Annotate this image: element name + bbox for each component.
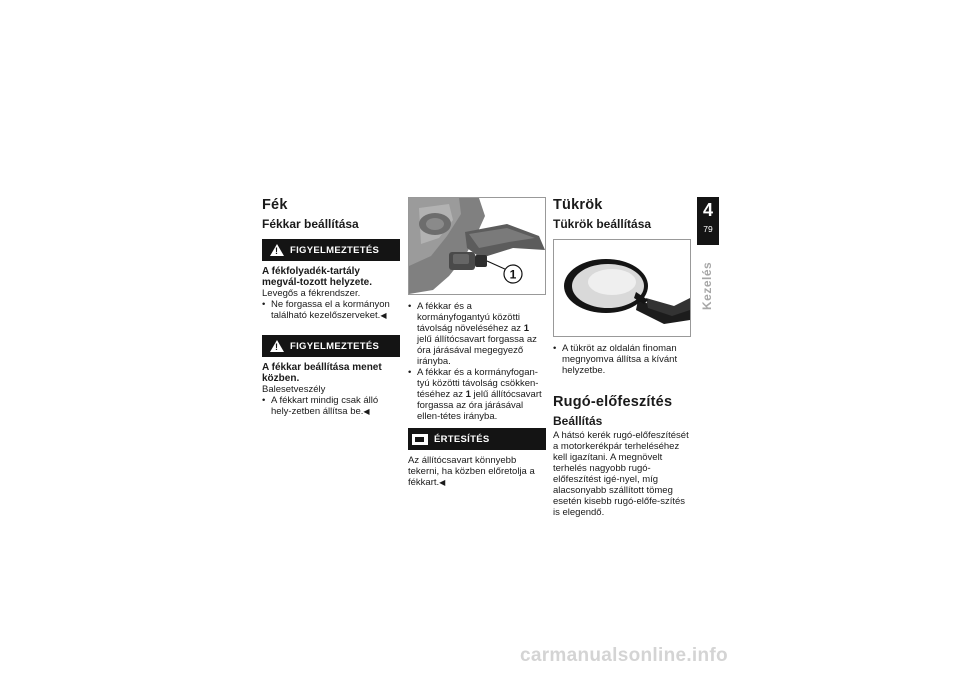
section-title-spring-preload: Rugó-előfeszítés (553, 394, 673, 410)
warning-banner-1 (262, 239, 400, 261)
subsection-title-setting: Beállítás (553, 414, 603, 428)
list-item: • A fékkar és a kormányfogan-tyú közötti távolság csökken-téséhez az 1 jelű állítócsavart forgassa az óra járásával ellen-tétes irányba. (408, 367, 542, 422)
instruction-bullets (408, 301, 546, 422)
mirror-figure (553, 239, 691, 337)
warning-bullets (262, 395, 400, 417)
chapter-number: 4 (702, 200, 713, 220)
list-item: • A tükröt az oldalán finoman megnyomva állítsa a kívánt helyzetbe. (553, 343, 678, 376)
brake-lever-figure (408, 197, 546, 295)
warning-heading: A fékfolyadék-tartály megvál-tozott helyzete. (262, 266, 373, 288)
list-item: • Ne forgassa el a kormányon található kezelőszerveket.◀ (262, 299, 390, 321)
column-middle (408, 197, 546, 488)
end-mark-icon: ◀ (439, 478, 446, 487)
chapter-tab (697, 197, 719, 245)
list-item: • A fékkar és a kormányfogantyú közötti távolság növeléséhez az 1 jelű állítócsavart forgassa az óra járásával megegyező irányba. (408, 301, 537, 367)
mirror-illustration (554, 240, 690, 336)
column-left (262, 197, 400, 421)
warning-heading: A fékkar beállítása menet közben. (262, 362, 382, 384)
watermark: carmanualsonline.info (520, 645, 728, 666)
notice-banner (408, 428, 546, 450)
notice-label: ÉRTESÍTÉS (434, 433, 490, 445)
notice-text: Az állítócsavart könnyebb tekerni, ha közben előretolja a fékkart.◀ (408, 455, 535, 488)
subsection-title-mirror-adjust: Tükrök beállítása (553, 217, 652, 231)
warning-label: FIGYELMEZTETÉS (290, 244, 380, 256)
warning-consequence: Balesetveszély (262, 384, 326, 395)
notice-icon (412, 434, 428, 445)
paragraph: A hátsó kerék rugó-előfeszítését a motorkerékpár terheléséhez kell igazítani. A megnövelt terhelés nagyobb rugó-előfeszítést igé-nyel, míg alacsonyabb szállított tömeg esetén kisebb rugó-előfe-szítés is elegendő. (553, 430, 689, 518)
chapter-label: Kezelés (700, 261, 714, 310)
instruction-bullets (553, 343, 691, 376)
warning-label: FIGYELMEZTETÉS (290, 340, 380, 352)
section-title-brake: Fék (262, 197, 288, 213)
section-title-mirrors: Tükrök (553, 197, 603, 213)
warning-triangle-icon (270, 244, 284, 256)
brake-lever-illustration (409, 198, 545, 294)
column-right (553, 197, 691, 518)
list-item: • A fékkart mindig csak álló hely-zetben állítsa be.◀ (262, 395, 379, 417)
page-number: 79 (703, 224, 713, 234)
warning-consequence: Levegős a fékrendszer. (262, 288, 361, 299)
warning-banner-2 (262, 335, 400, 357)
end-mark-icon: ◀ (363, 407, 370, 416)
end-mark-icon: ◀ (380, 311, 387, 320)
subsection-title-brake-lever: Fékkar beállítása (262, 217, 359, 231)
figure-callout: 1 (509, 267, 517, 282)
warning-triangle-icon (270, 340, 284, 352)
warning-bullets (262, 299, 400, 321)
